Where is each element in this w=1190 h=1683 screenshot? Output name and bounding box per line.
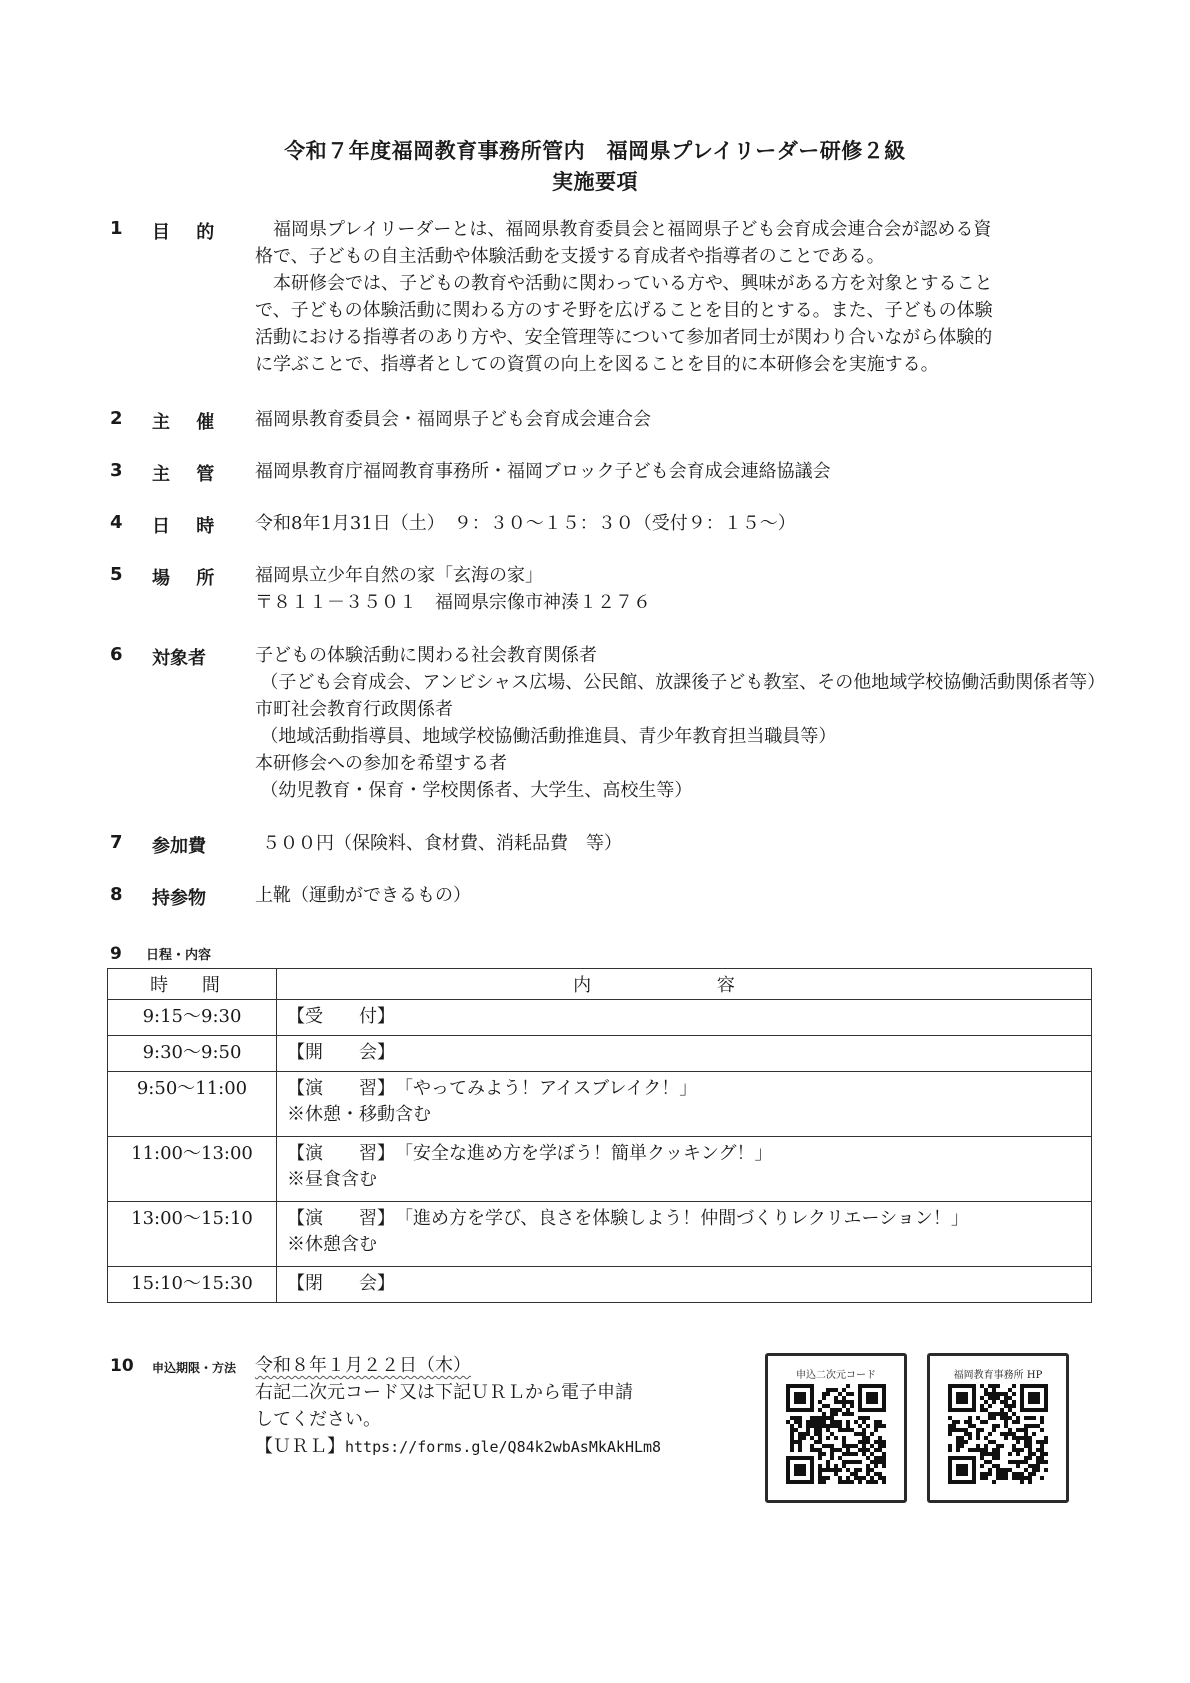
application-instructions: してください。 <box>255 1409 381 1430</box>
activity-tag: 【受 付】 <box>287 1006 395 1027</box>
content-cell <box>277 1000 1092 1036</box>
activity-note: ※休憩含む <box>287 1234 377 1255</box>
activity-tag: 【演 習】 <box>287 1208 395 1229</box>
url-label: 【ＵＲＬ】 <box>255 1436 345 1457</box>
content-cell <box>277 1072 1092 1137</box>
table-row <box>108 1267 1092 1303</box>
qr-caption: 福岡教育事務所 HP <box>953 1370 1043 1381</box>
content-cell <box>277 1036 1092 1072</box>
section-label: 参加費 <box>152 836 206 857</box>
section-label: 申込期限・方法 <box>152 1361 237 1375</box>
document-title: 令和７年度福岡教育事務所管内 福岡県プレイリーダー研修２級 <box>284 139 906 163</box>
purpose-line: 福岡県プレイリーダーとは、福岡県教育委員会と福岡県子ども会育成会連合会が認める資 <box>273 219 992 240</box>
datetime-text: 令和8年1月31日（土） ９：３０～１５：３０（受付９：１５～） <box>255 513 796 534</box>
application-details <box>255 1352 661 1461</box>
application-instructions: 右記二次元コード又は下記ＵＲＬから電子申請 <box>255 1382 633 1403</box>
target-line: 市町社会教育行政関係者 <box>255 699 453 720</box>
activity-note: ※休憩・移動含む <box>287 1104 431 1125</box>
content-cell <box>277 1202 1092 1267</box>
belongings-text: 上靴（運動ができるもの） <box>255 885 471 906</box>
application-qr-box <box>765 1353 907 1503</box>
qr-code-icon[interactable] <box>786 1384 886 1484</box>
activity-title: 「安全な進め方を学ぼう！簡単クッキング！」 <box>395 1143 773 1164</box>
section-number: 2 <box>110 408 123 429</box>
document-subtitle: 実施要項 <box>552 170 638 194</box>
section-number: 5 <box>110 564 123 585</box>
venue-name: 福岡県立少年自然の家「玄海の家」 <box>255 565 543 586</box>
application-deadline: 令和８年１月２２日（木） <box>255 1355 471 1376</box>
activity-tag: 【演 習】 <box>287 1078 395 1099</box>
section-number: 7 <box>110 832 123 853</box>
time-cell: 9:30～9:50 <box>108 1036 277 1072</box>
purpose-line: 本研修会では、子どもの教育や活動に関わっている方や、興味がある方を対象とすること <box>273 273 993 294</box>
section-label: 目 的 <box>152 222 225 243</box>
section-number: 6 <box>110 644 123 665</box>
section-number: 10 <box>110 1356 134 1376</box>
target-line: （地域活動指導員、地域学校協働活動推進員、青少年教育担当職員等） <box>260 726 837 747</box>
venue-address: 〒８１１－３５０１ 福岡県宗像市神湊１２７６ <box>255 592 651 613</box>
application-url-link[interactable]: https://forms.gle/Q84k2wbAsMkAkHLm8 <box>345 1438 662 1456</box>
section-number: 4 <box>110 512 123 533</box>
purpose-line: で、子どもの体験活動に関わる方のすそ野を広げることを目的とする。また、子どもの体験 <box>255 300 993 321</box>
office-hp-qr-box <box>927 1353 1069 1503</box>
time-cell: 13:00～15:10 <box>108 1202 277 1267</box>
section-label: 持参物 <box>152 888 206 909</box>
table-row <box>108 1036 1092 1072</box>
table-header-row <box>108 969 1092 1000</box>
host-text: 福岡県教育委員会・福岡県子ども会育成会連合会 <box>255 409 651 430</box>
section-number: 1 <box>110 218 123 239</box>
table-row <box>108 1202 1092 1267</box>
purpose-line: に学ぶことで、指導者としての資質の向上を図ることを目的に本研修会を実施する。 <box>255 354 939 375</box>
column-header-content: 内 容 <box>277 969 1092 1000</box>
section-label: 日 時 <box>152 516 225 537</box>
content-cell <box>277 1267 1092 1303</box>
section-label: 日程・内容 <box>146 948 212 963</box>
section-label: 場 所 <box>152 568 225 589</box>
table-row <box>108 1072 1092 1137</box>
fee-text: ５００円（保険料、食材費、消耗品費 等） <box>262 833 622 854</box>
time-cell: 11:00～13:00 <box>108 1137 277 1202</box>
activity-tag: 【開 会】 <box>287 1042 395 1063</box>
qr-code-icon[interactable] <box>948 1384 1048 1484</box>
activity-tag: 【閉 会】 <box>287 1273 395 1294</box>
target-line: 本研修会への参加を希望する者 <box>255 753 507 774</box>
activity-tag: 【演 習】 <box>287 1143 395 1164</box>
organizer-text: 福岡県教育庁福岡教育事務所・福岡ブロック子ども会育成会連絡協議会 <box>255 461 831 482</box>
activity-note: ※昼食含む <box>287 1169 377 1190</box>
activity-title: 「やってみよう！アイスブレイク！」 <box>395 1078 698 1099</box>
section-label: 対象者 <box>152 648 206 669</box>
purpose-line: 格で、子どもの自主活動や体験活動を支援する育成者や指導者のことである。 <box>255 246 885 267</box>
schedule-table <box>107 968 1092 1303</box>
schedule-heading <box>110 944 211 964</box>
section-label: 主 管 <box>152 464 225 485</box>
purpose-line: 活動における指導者のあり方や、安全管理等について参加者同士が関わり合いながら体験的 <box>255 327 993 348</box>
section-number: 3 <box>110 460 123 481</box>
time-cell: 9:50～11:00 <box>108 1072 277 1137</box>
target-line: 子どもの体験活動に関わる社会教育関係者 <box>255 645 597 666</box>
table-row <box>108 1137 1092 1202</box>
section-label: 主 催 <box>152 412 225 433</box>
section-number: 9 <box>110 944 122 964</box>
time-cell: 15:10～15:30 <box>108 1267 277 1303</box>
target-line: （幼児教育・保育・学校関係者、大学生、高校生等） <box>260 780 693 801</box>
target-line: （子ども会育成会、アンビシャス広場、公民館、放課後子ども教室、その他地域学校協働活動関係者等） <box>260 672 1106 693</box>
qr-caption: 申込二次元コード <box>796 1370 876 1381</box>
column-header-time: 時 間 <box>108 969 277 1000</box>
content-cell <box>277 1137 1092 1202</box>
table-row <box>108 1000 1092 1036</box>
time-cell: 9:15～9:30 <box>108 1000 277 1036</box>
activity-title: 「進め方を学び、良さを体験しよう！仲間づくりレクリエーション！」 <box>395 1208 969 1229</box>
section-number: 8 <box>110 884 123 905</box>
